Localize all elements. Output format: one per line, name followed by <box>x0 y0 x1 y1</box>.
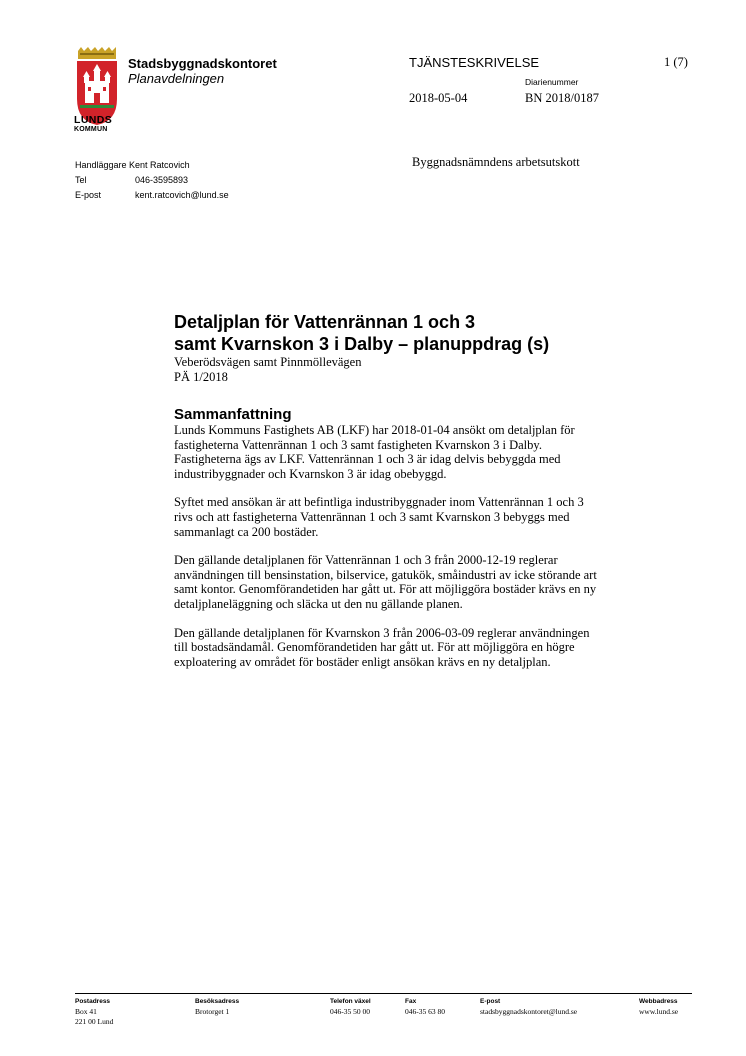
footer-postal <box>75 997 113 1027</box>
title-line-1: Detaljplan för Vattenrännan 1 och 3 <box>174 312 476 332</box>
subdepartment-name: Planavdelningen <box>128 71 225 86</box>
footer-postal-line2: 221 00 Lund <box>75 1017 114 1026</box>
diarie-label: Diarienummer <box>525 77 579 87</box>
email-value: kent.ratcovich@lund.se <box>135 190 229 200</box>
footer-fax-number: 046-35 63 80 <box>405 1007 445 1016</box>
document-date: 2018-05-04 <box>409 91 468 105</box>
department-block <box>128 56 277 86</box>
summary-heading: Sammanfattning <box>174 406 292 423</box>
handler-email-row <box>75 188 229 203</box>
tel-value: 046-3595893 <box>135 175 189 185</box>
footer-phone-label: Telefon växel <box>330 998 371 1005</box>
document-title <box>174 311 604 355</box>
footer-email <box>480 997 577 1017</box>
summary-paragraph-2: Syftet med ansökan är att befintliga industribyggnader inom Vattenrännan 1 och 3 rivs och att fastigheterna Vattenrännan 1 och 3 samt Kvarnskon 3 bebyggs med sammanlagt ca 200 bostäder. <box>174 495 584 539</box>
summary-paragraph-3: Den gällande detaljplanen för Vattenrännan 1 och 3 från 2000-12-19 reglerar användningen till bensinstation, bilservice, gatukök, småindustri av icke störande art samt kontor. Genomförandetiden har gått ut. För att möjliggöra bostäder krävs en ny detaljplaneläggning och släcka ut den nu gällande planen. <box>174 553 597 611</box>
tel-label: Tel <box>75 175 87 185</box>
footer-postal-line1: Box 41 <box>75 1007 97 1016</box>
footer-divider <box>75 993 692 994</box>
logo-line-kommun: KOMMUN <box>74 126 108 133</box>
handler-name: Handläggare Kent Ratcovich <box>75 160 190 170</box>
footer-visit-label: Besöksadress <box>195 998 240 1005</box>
summary-paragraph-4: Den gällande detaljplanen för Kvarnskon 3 från 2006-03-09 reglerar användningen till bostadsändamål. Genomförandetiden har gått ut. För att möjliggöra en högre exploatering av området för bostäder enligt ansökan krävs en ny detaljplan. <box>174 625 590 669</box>
footer-postal-label: Postadress <box>75 998 111 1005</box>
footer-phone-number: 046-35 50 00 <box>330 1007 370 1016</box>
recipient: Byggnadsnämndens arbetsutskott <box>412 155 580 169</box>
footer-web-label: Webbadress <box>639 998 678 1005</box>
logo-wordmark <box>74 115 124 135</box>
summary-paragraph-1: Lunds Kommuns Fastighets AB (LKF) har 2018-01-04 ansökt om detaljplan för fastigheterna Vattenrännan 1 och 3 samt fastigheten Kvarnskon 3 i Dalby. Fastigheterna ägs av LKF. Vattenrännan 1 och 3 är idag delvis bebyggda med industribyggnader och Kvarnskon 3 är idag obebyggd. <box>174 423 575 481</box>
document-reference: PÄ 1/2018 <box>174 369 228 384</box>
footer-fax <box>405 997 445 1017</box>
handler-tel-row <box>75 173 229 188</box>
footer-visit <box>195 997 239 1017</box>
document-type: TJÄNSTESKRIVELSE <box>409 55 540 70</box>
footer-web <box>639 997 678 1017</box>
handler-block <box>75 158 229 203</box>
footer-web-address: www.lund.se <box>639 1007 679 1016</box>
email-label: E-post <box>75 190 102 200</box>
page-number: 1 (7) <box>664 55 688 69</box>
footer-visit-address: Brotorget 1 <box>195 1007 230 1016</box>
footer-email-label: E-post <box>480 998 501 1005</box>
logo-line-lunds: LUNDS <box>74 114 113 126</box>
document-subtitle: Veberödsvägen samt Pinnmöllevägen <box>174 355 362 369</box>
document-body <box>174 311 604 683</box>
footer-phone <box>330 997 371 1017</box>
department-name: Stadsbyggnadskontoret <box>128 56 277 71</box>
diarie-number: BN 2018/0187 <box>525 91 599 105</box>
title-line-2: samt Kvarnskon 3 i Dalby – planuppdrag (s) <box>174 334 550 354</box>
footer-email-address: stadsbyggnadskontoret@lund.se <box>480 1007 578 1016</box>
footer-fax-label: Fax <box>405 998 417 1005</box>
